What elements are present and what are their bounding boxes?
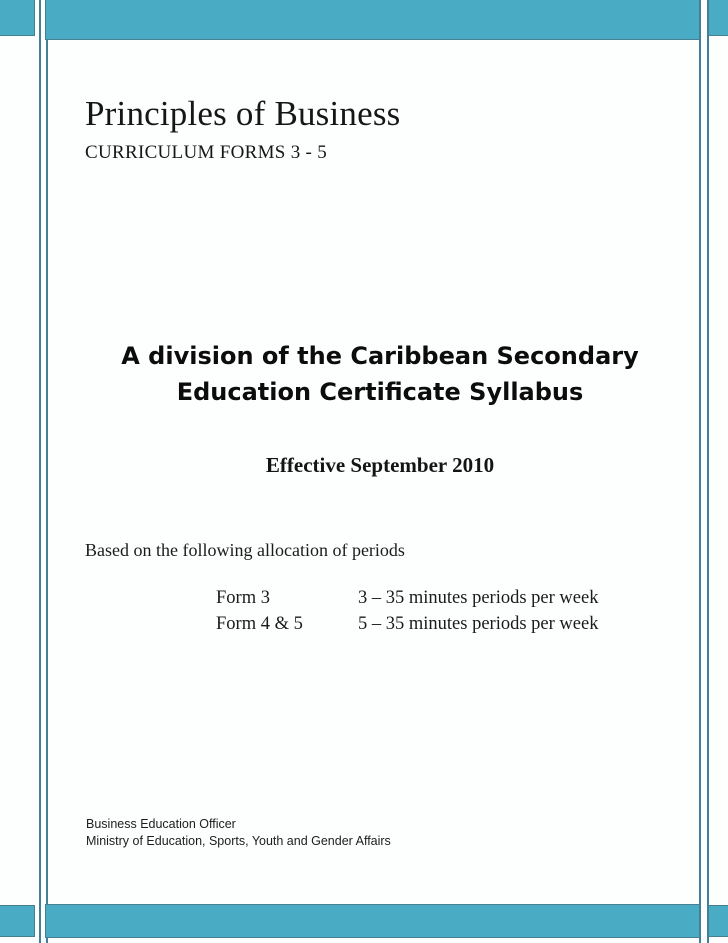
bottom-accent-band: [45, 904, 700, 938]
allocation-form-label: Form 3: [216, 588, 270, 608]
left-inner-rule: [46, 0, 48, 943]
allocation-intro: Based on the following allocation of periods: [85, 540, 405, 560]
footer-officer: Business Education Officer: [86, 817, 236, 831]
allocation-form-label: Form 4 & 5: [216, 613, 303, 634]
allocation-table: [216, 586, 598, 637]
footer-block: [86, 816, 391, 849]
left-outer-rule: [39, 0, 41, 943]
footer-ministry: Ministry of Education, Sports, Youth and Gender Affairs: [86, 833, 391, 848]
allocation-row: [216, 586, 598, 612]
right-inner-rule: [699, 0, 701, 943]
allocation-periods-value: 3 – 35 minutes periods per week: [358, 588, 599, 608]
allocation-periods-value: 5 – 35 minutes periods per week: [358, 613, 599, 634]
top-accent-band: [45, 0, 700, 40]
bottom-right-accent-band: [708, 905, 728, 937]
top-left-accent-band: [0, 0, 35, 36]
document-subtitle: CURRICULUM FORMS 3 - 5: [85, 142, 328, 163]
bottom-left-accent-band: [0, 905, 35, 937]
right-outer-rule: [707, 0, 709, 943]
document-title: Principles of Business: [85, 94, 401, 133]
top-right-accent-band: [708, 0, 728, 36]
division-heading: A division of the Caribbean Secondary Education Certificate Syllabus: [121, 342, 639, 406]
effective-date: Effective September 2010: [265, 453, 495, 477]
allocation-row: [216, 612, 598, 638]
